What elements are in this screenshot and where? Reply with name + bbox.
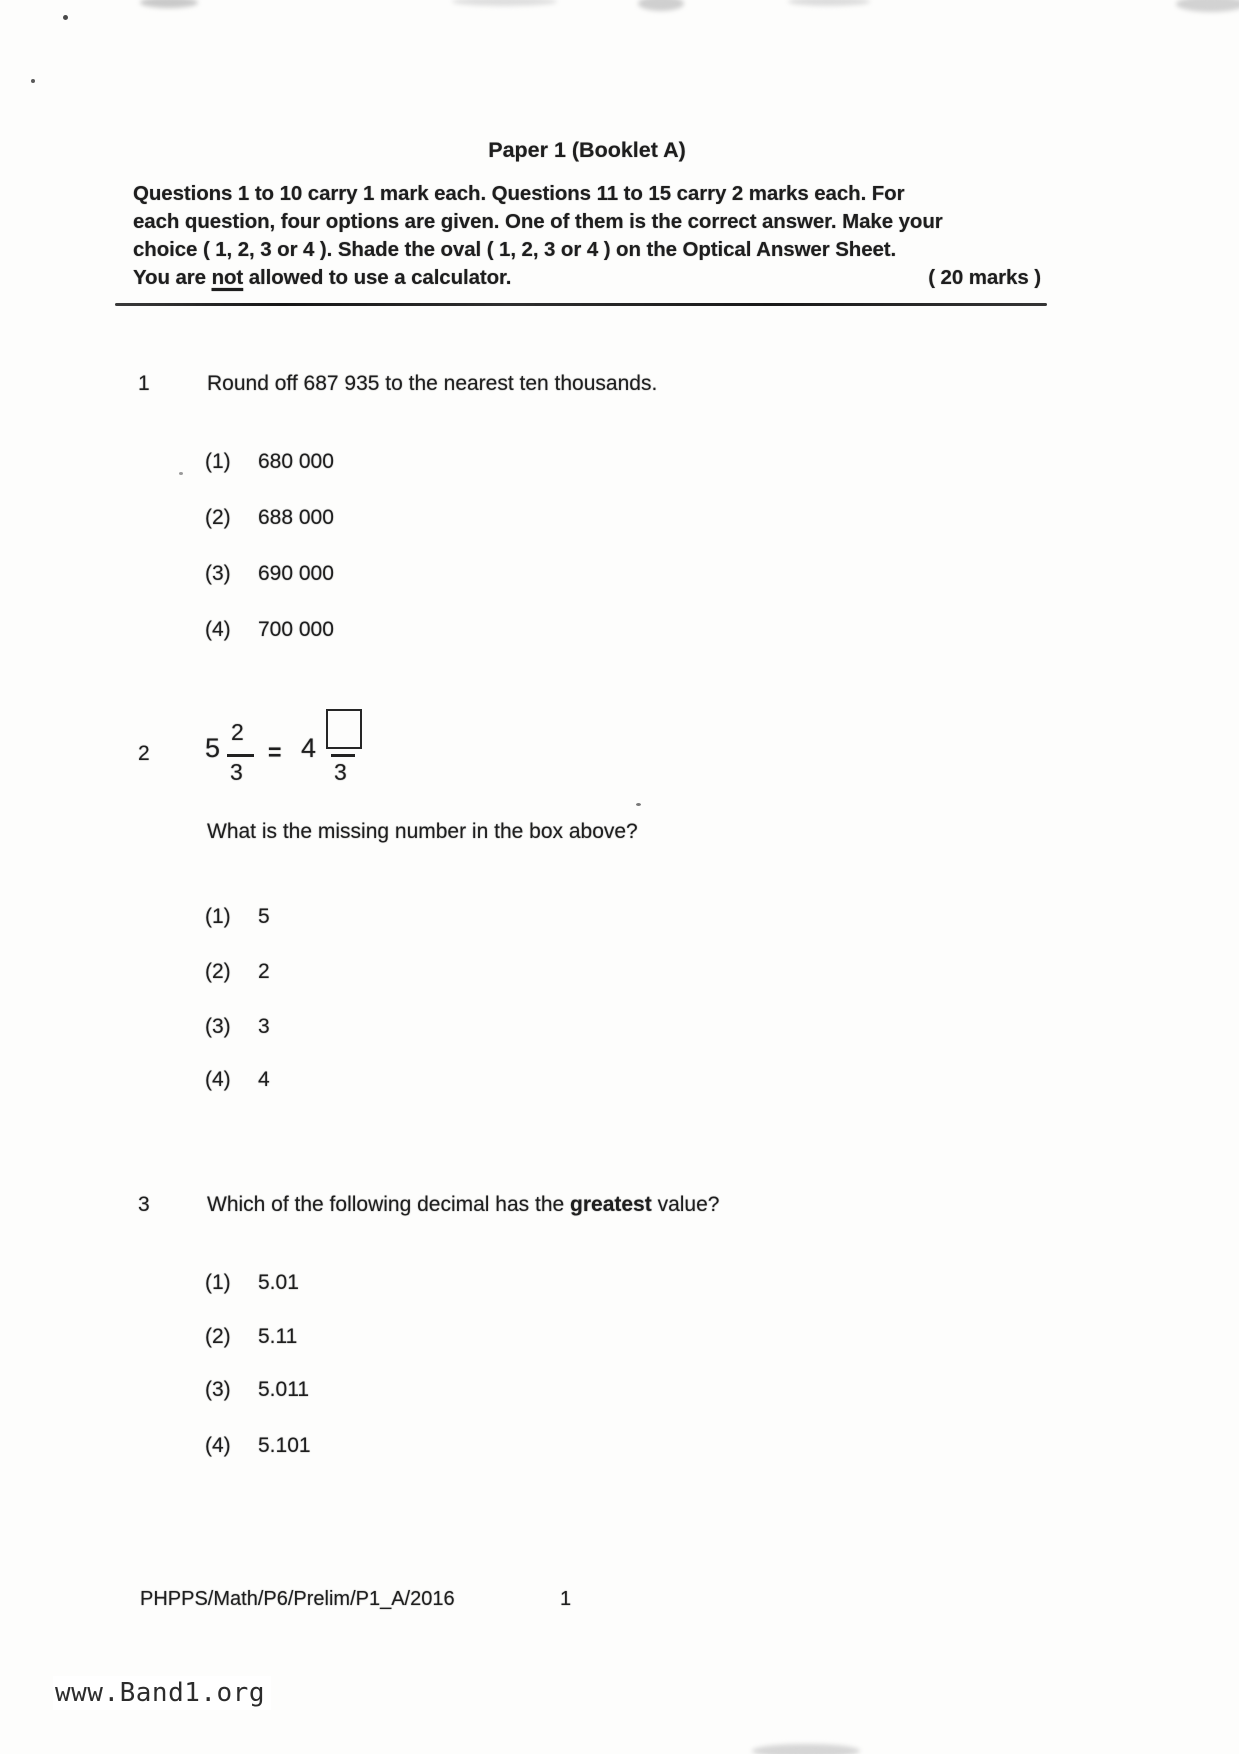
question-text-pre: Which of the following decimal has the <box>207 1193 571 1216</box>
lhs-fraction-bar <box>227 754 254 757</box>
answer-option <box>205 905 270 929</box>
option-value: 5.11 <box>258 1325 298 1348</box>
paper-title: Paper 1 (Booklet A) <box>488 138 686 162</box>
answer-option <box>205 1068 270 1092</box>
rule-text-underlined: not <box>211 266 244 289</box>
option-value: 700 000 <box>258 618 334 641</box>
scan-artifact <box>63 15 68 20</box>
option-marker: (2) <box>205 506 231 529</box>
option-value: 5.01 <box>258 1271 299 1294</box>
answer-option <box>205 1325 297 1349</box>
option-marker: (4) <box>205 618 231 641</box>
scan-artifact <box>179 472 183 475</box>
lhs-numerator: 2 <box>231 719 244 745</box>
answer-option <box>205 1378 309 1402</box>
option-value: 688 000 <box>258 506 334 529</box>
question-text <box>207 1193 719 1217</box>
page-number: 1 <box>560 1588 572 1610</box>
option-value: 5.011 <box>258 1378 309 1401</box>
instructions-block <box>133 180 1041 292</box>
marks-label: ( 20 marks ) <box>928 266 1041 289</box>
answer-option <box>205 960 270 984</box>
option-marker: (2) <box>205 1325 231 1348</box>
scan-artifact <box>638 0 684 11</box>
option-value: 2 <box>258 960 270 983</box>
question-number: 3 <box>138 1193 150 1216</box>
scan-artifact <box>788 0 870 6</box>
rule-text-post: allowed to use a calculator. <box>243 266 512 289</box>
option-value: 680 000 <box>258 450 334 473</box>
answer-option <box>205 1271 299 1295</box>
rhs-denominator: 3 <box>334 759 347 785</box>
option-marker: (1) <box>205 450 231 473</box>
rhs-whole-number: 4 <box>301 733 317 763</box>
scan-artifact <box>752 1744 860 1754</box>
question-text-post: value? <box>651 1193 720 1216</box>
option-marker: (2) <box>205 960 231 983</box>
option-marker: (4) <box>205 1068 231 1091</box>
instruction-line-3: choice ( 1, 2, 3 or 4 ). Shade the oval ( 1, 2, 3 or 4 ) on the Optical Answer Sheet. <box>133 238 897 261</box>
scan-artifact <box>140 0 198 8</box>
answer-option <box>205 450 334 474</box>
question-text-emphasis: greatest <box>570 1193 652 1216</box>
option-value: 5 <box>258 905 270 928</box>
option-value: 5.101 <box>258 1434 311 1457</box>
question-text: Round off 687 935 to the nearest ten thousands. <box>207 372 658 395</box>
question-text: What is the missing number in the box above? <box>207 820 638 843</box>
option-marker: (3) <box>205 1015 231 1038</box>
option-marker: (4) <box>205 1434 231 1457</box>
option-value: 690 000 <box>258 562 334 585</box>
option-value: 3 <box>258 1015 270 1038</box>
lhs-whole-number: 5 <box>205 733 221 763</box>
lhs-denominator: 3 <box>230 759 243 785</box>
option-marker: (3) <box>205 562 231 585</box>
instruction-line-2: each question, four options are given. One of them is the correct answer. Make your <box>133 210 943 233</box>
scan-artifact <box>452 0 557 6</box>
answer-option <box>205 506 334 530</box>
missing-number-box <box>326 709 362 749</box>
question-number: 1 <box>138 372 150 395</box>
option-marker: (1) <box>205 905 231 928</box>
answer-option <box>205 1015 270 1039</box>
scan-artifact <box>31 79 35 83</box>
answer-option <box>205 1434 311 1458</box>
header-divider <box>115 303 1047 306</box>
option-marker: (1) <box>205 1271 231 1294</box>
rhs-fraction-bar <box>331 754 355 757</box>
scan-artifact <box>636 803 641 806</box>
instruction-line-1: Questions 1 to 10 carry 1 mark each. Questions 11 to 15 carry 2 marks each. For <box>133 182 905 205</box>
question-number: 2 <box>138 742 150 765</box>
mixed-number-equation <box>205 705 385 797</box>
option-value: 4 <box>258 1068 270 1091</box>
answer-option <box>205 562 334 586</box>
instruction-line-4 <box>133 264 1041 292</box>
equals-sign: = <box>268 739 282 765</box>
paper-header <box>133 138 1041 292</box>
document-reference: PHPPS/Math/P6/Prelim/P1_A/2016 <box>140 1588 455 1610</box>
calculator-rule <box>133 264 511 292</box>
scan-artifact <box>1176 0 1239 12</box>
watermark: www.Band1.org <box>53 1676 271 1710</box>
answer-option <box>205 618 334 642</box>
rule-text-pre: You are <box>133 266 212 289</box>
option-marker: (3) <box>205 1378 231 1401</box>
